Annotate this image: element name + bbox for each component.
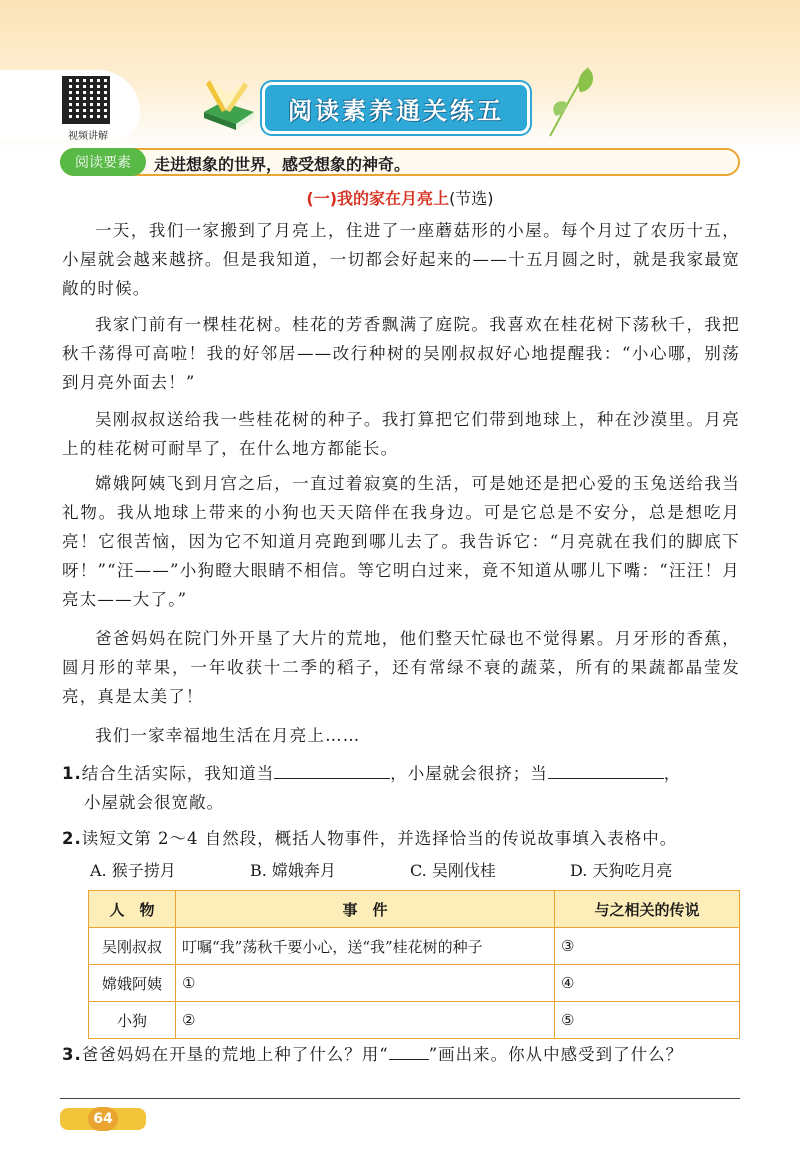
page-title: 阅读素养通关练五 xyxy=(262,82,530,134)
question-3-number: 3. xyxy=(62,1045,82,1064)
table-header-row xyxy=(89,891,740,928)
question-3 xyxy=(62,1040,752,1069)
question-1-number: 1. xyxy=(62,764,82,783)
section-title xyxy=(0,186,800,209)
option-a[interactable]: A. 猴子捞月 xyxy=(90,861,176,880)
question-1-text-c: ， xyxy=(663,764,682,783)
table-row xyxy=(89,1002,740,1039)
paragraph-2: 我家门前有一棵桂花树。桂花的芳香飘满了庭院。我喜欢在桂花树下荡秋千，我把秋千荡得可高啦！我的好邻居——改行种树的吴刚叔叔好心地提醒我：“小心哪，别荡到月亮外面去！” xyxy=(62,315,740,392)
question-3-text-b: ”画出来。你从中感受到了什么？ xyxy=(428,1045,684,1064)
qr-code-icon[interactable] xyxy=(62,76,110,124)
question-3-text-a: 爸爸妈妈在开垦的荒地上种了什么？用“ xyxy=(81,1045,389,1064)
option-c[interactable]: C. 吴刚伐桂 xyxy=(410,861,496,880)
paragraph-1: 一天，我们一家搬到了月亮上，住进了一座蘑菇形的小屋。每个月过了农历十五，小屋就会越来越挤。但是我知道，一切都会好起来的——十五月圆之时，就是我家最宽敞的时候。 xyxy=(62,221,740,298)
table-cell-legend[interactable]: ⑤ xyxy=(555,1002,740,1039)
table-cell-event: 叮嘱“我”荡秋千要小心，送“我”桂花树的种子 xyxy=(176,928,555,965)
question-2-options xyxy=(90,858,750,881)
answer-line[interactable] xyxy=(60,1098,740,1099)
table-cell-person: 嫦娥阿姨 xyxy=(89,965,176,1002)
table-cell-event[interactable]: ② xyxy=(176,1002,555,1039)
paragraph-4: 嫦娥阿姨飞到月宫之后，一直过着寂寞的生活，可是她还是把心爱的玉兔送给我当礼物。我从地球上带来的小狗也天天陪伴在我身边。可是它总是不安分，总是想吃月亮！它很苦恼，因为它不知道月亮跑到哪儿去了。我告诉它：“月亮就在我们的脚底下呀！”“汪——”小狗瞪大眼睛不相信。等它明白过来，竟不知道从哪儿下嘴：“汪汪！月亮太——大了。” xyxy=(62,474,740,609)
question-1 xyxy=(62,759,752,817)
reading-requirement-text: 走进想象的世界，感受想象的神奇。 xyxy=(154,155,411,174)
question-3-underline-sample xyxy=(389,1041,429,1060)
question-1-blank-1[interactable] xyxy=(274,760,390,779)
table-cell-legend[interactable]: ③ xyxy=(555,928,740,965)
table-cell-person: 小狗 xyxy=(89,1002,176,1039)
qr-caption: 视频讲解 xyxy=(68,131,108,142)
section-title-note: (节选) xyxy=(449,189,494,208)
page-number: 64 xyxy=(88,1107,118,1131)
question-2-text: 读短文第 2～4 自然段，概括人物事件，并选择恰当的传说故事填入表格中。 xyxy=(81,829,678,848)
table-header-legend: 与之相关的传说 xyxy=(555,891,740,928)
question-2 xyxy=(62,824,752,853)
paragraph-5: 爸爸妈妈在院门外开垦了大片的荒地，他们整天忙碌也不觉得累。月牙形的香蕉，圆月形的苹果，一年收获十二季的稻子，还有常绿不衰的蔬菜，所有的果蔬都晶莹发亮，真是太美了！ xyxy=(62,629,740,706)
table-cell-legend[interactable]: ④ xyxy=(555,965,740,1002)
table-cell-person: 吴刚叔叔 xyxy=(89,928,176,965)
table-cell-event[interactable]: ① xyxy=(176,965,555,1002)
book-icon xyxy=(196,72,260,138)
event-table xyxy=(88,890,740,1039)
table-header-person: 人 物 xyxy=(89,891,176,928)
table-header-event: 事 件 xyxy=(176,891,555,928)
paragraph-3: 吴刚叔叔送给我一些桂花树的种子。我打算把它们带到地球上，种在沙漠里。月亮上的桂花树可耐旱了，在什么地方都能长。 xyxy=(62,410,740,458)
question-1-text-d: 小屋就会很宽敞。 xyxy=(84,793,224,812)
reading-requirement-tag: 阅读要素 xyxy=(60,148,146,176)
question-1-text-a: 结合生活实际，我知道当 xyxy=(81,764,275,783)
table-row xyxy=(89,928,740,965)
option-d[interactable]: D. 天狗吃月亮 xyxy=(570,861,673,880)
question-2-number: 2. xyxy=(62,829,82,848)
option-b[interactable]: B. 嫦娥奔月 xyxy=(250,861,336,880)
question-1-blank-2[interactable] xyxy=(548,760,664,779)
section-title-main: (一)我的家在月亮上 xyxy=(306,189,450,208)
leaf-icon xyxy=(540,58,600,138)
table-row xyxy=(89,965,740,1002)
question-1-text-b: ，小屋就会很挤；当 xyxy=(390,764,548,783)
paragraph-6: 我们一家幸福地生活在月亮上…… xyxy=(95,726,361,745)
